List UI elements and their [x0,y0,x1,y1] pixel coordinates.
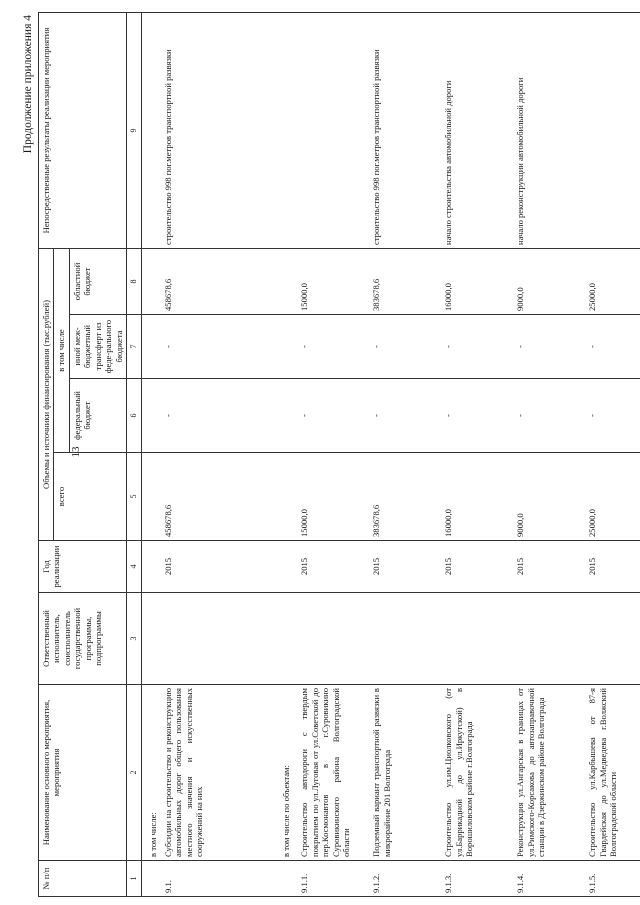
row-total: 15000,0 [293,453,365,541]
column-number-row [127,13,142,897]
row-name: Строительство ул.им.Циолковского (от ул.Баррикадной до ул.Иркутской) в Ворошиловском районе г.Волгограда [437,685,509,861]
row-regional: 383678,6 [365,249,437,315]
header-including: в том числе [54,249,69,453]
row-regional [142,249,161,315]
col-number: 8 [127,249,142,315]
header-year: Год реализации [39,541,127,593]
row-regional: 9000,0 [509,249,581,315]
row-name: Субсидии на строительство и реконструкцию автомобильных дорог общего пользования местного значения и искусственных сооружений на них [161,685,275,861]
row-year: 2015 [161,541,275,593]
row-transfer: - [509,315,581,379]
table-row [142,13,161,897]
row-executor [293,593,365,685]
row-executor [275,593,293,685]
header-executor: Ответственный исполнитель, соисполнитель государственной программы, подпрограммы [39,593,127,685]
row-regional [275,249,293,315]
row-transfer: - [365,315,437,379]
row-num: 9.1.3. [437,861,509,897]
row-num: 9.1.2. [365,861,437,897]
row-year: 2015 [581,541,640,593]
row-transfer: - [581,315,640,379]
row-result: строительство 998 пог.метров транспортной развязки [365,13,437,249]
table-row [275,13,293,897]
row-federal: - [365,379,437,453]
row-result: начало реконструкции автомобильной дороги [509,13,581,249]
header-total: всего [54,453,127,541]
row-total: 383678,6 [365,453,437,541]
table-row [293,13,365,897]
row-name: в том числе: [142,685,161,861]
row-regional: 15000,0 [293,249,365,315]
row-num: 9.1.5. [581,861,640,897]
funding-table [38,12,640,897]
row-result [275,13,293,249]
row-result [293,13,365,249]
row-federal [275,379,293,453]
row-executor [437,593,509,685]
row-num [275,861,293,897]
row-num: 9.1.1. [293,861,365,897]
col-number: 1 [127,861,142,897]
row-result: начало строительства автомобильной дороги [437,13,509,249]
row-executor [142,593,161,685]
row-federal: - [161,379,275,453]
row-federal [142,379,161,453]
row-year: 2015 [509,541,581,593]
row-total [275,453,293,541]
page-number: 13 [70,446,82,458]
col-number: 9 [127,13,142,249]
row-num: 9.1.4. [509,861,581,897]
header-num: № п/п [39,861,127,897]
row-federal: - [437,379,509,453]
row-name: Подземный вариант транспортной развязки в микрорайоне 201 Волгограда [365,685,437,861]
col-number: 6 [127,379,142,453]
col-number: 5 [127,453,142,541]
header-funding-group: Объемы и источники финансирования (тыс.рублей) [39,249,54,541]
row-transfer: - [293,315,365,379]
table-row [581,13,640,897]
row-federal: - [293,379,365,453]
row-transfer [142,315,161,379]
row-result [142,13,161,249]
row-name: Строительство автодороги с твердым покрытием по ул.Луговая от ул.Советской до пер.Космонавтов в г.Суровикино Суровикинского района Волгоградской области [293,685,365,861]
row-federal: - [581,379,640,453]
row-transfer: - [437,315,509,379]
row-total: 9000,0 [509,453,581,541]
table-row [365,13,437,897]
row-executor [161,593,275,685]
row-result [581,13,640,249]
row-executor [509,593,581,685]
col-number: 4 [127,541,142,593]
row-executor [365,593,437,685]
row-total: 16000,0 [437,453,509,541]
row-executor [581,593,640,685]
row-year: 2015 [293,541,365,593]
row-name: в том числе по объектам: [275,685,293,861]
row-year [275,541,293,593]
row-regional: 16000,0 [437,249,509,315]
header-result: Непосредственные результаты реализации мероприятия [39,13,127,249]
header-federal: федеральный бюджет [69,379,126,453]
row-year: 2015 [365,541,437,593]
header-regional: областной бюджет [69,249,126,315]
col-number: 2 [127,685,142,861]
row-name: Строительство ул.Карбышева от 87-я Гвардейская до ул.Медведева г.Волжский Волгоградской области [581,685,640,861]
row-transfer [275,315,293,379]
table-row [509,13,581,897]
row-total: 25000,0 [581,453,640,541]
header-row-1 [39,13,54,897]
row-regional: 458678,6 [161,249,275,315]
table-row [161,13,275,897]
continuation-label: Продолжение приложения 4 [22,15,34,154]
row-transfer: - [161,315,275,379]
row-total: 458678,6 [161,453,275,541]
row-federal: - [509,379,581,453]
row-result: строительство 998 пог.метров транспортной развязки [161,13,275,249]
col-number: 7 [127,315,142,379]
row-name: Реконструкция ул.Ангарская в границах от ул.Римского-Корсакова до автозаправочной станции в Дзержинском районе Волгограда [509,685,581,861]
col-number: 3 [127,593,142,685]
header-name: Наименование основного мероприятия, мероприятия [39,685,127,861]
table-row [437,13,509,897]
header-transfer: иной меж-бюджетный трансферт из феде-рального бюджета [69,315,126,379]
row-year: 2015 [437,541,509,593]
row-year [142,541,161,593]
row-regional: 25000,0 [581,249,640,315]
row-num: 9.1. [161,861,275,897]
row-total [142,453,161,541]
row-num [142,861,161,897]
